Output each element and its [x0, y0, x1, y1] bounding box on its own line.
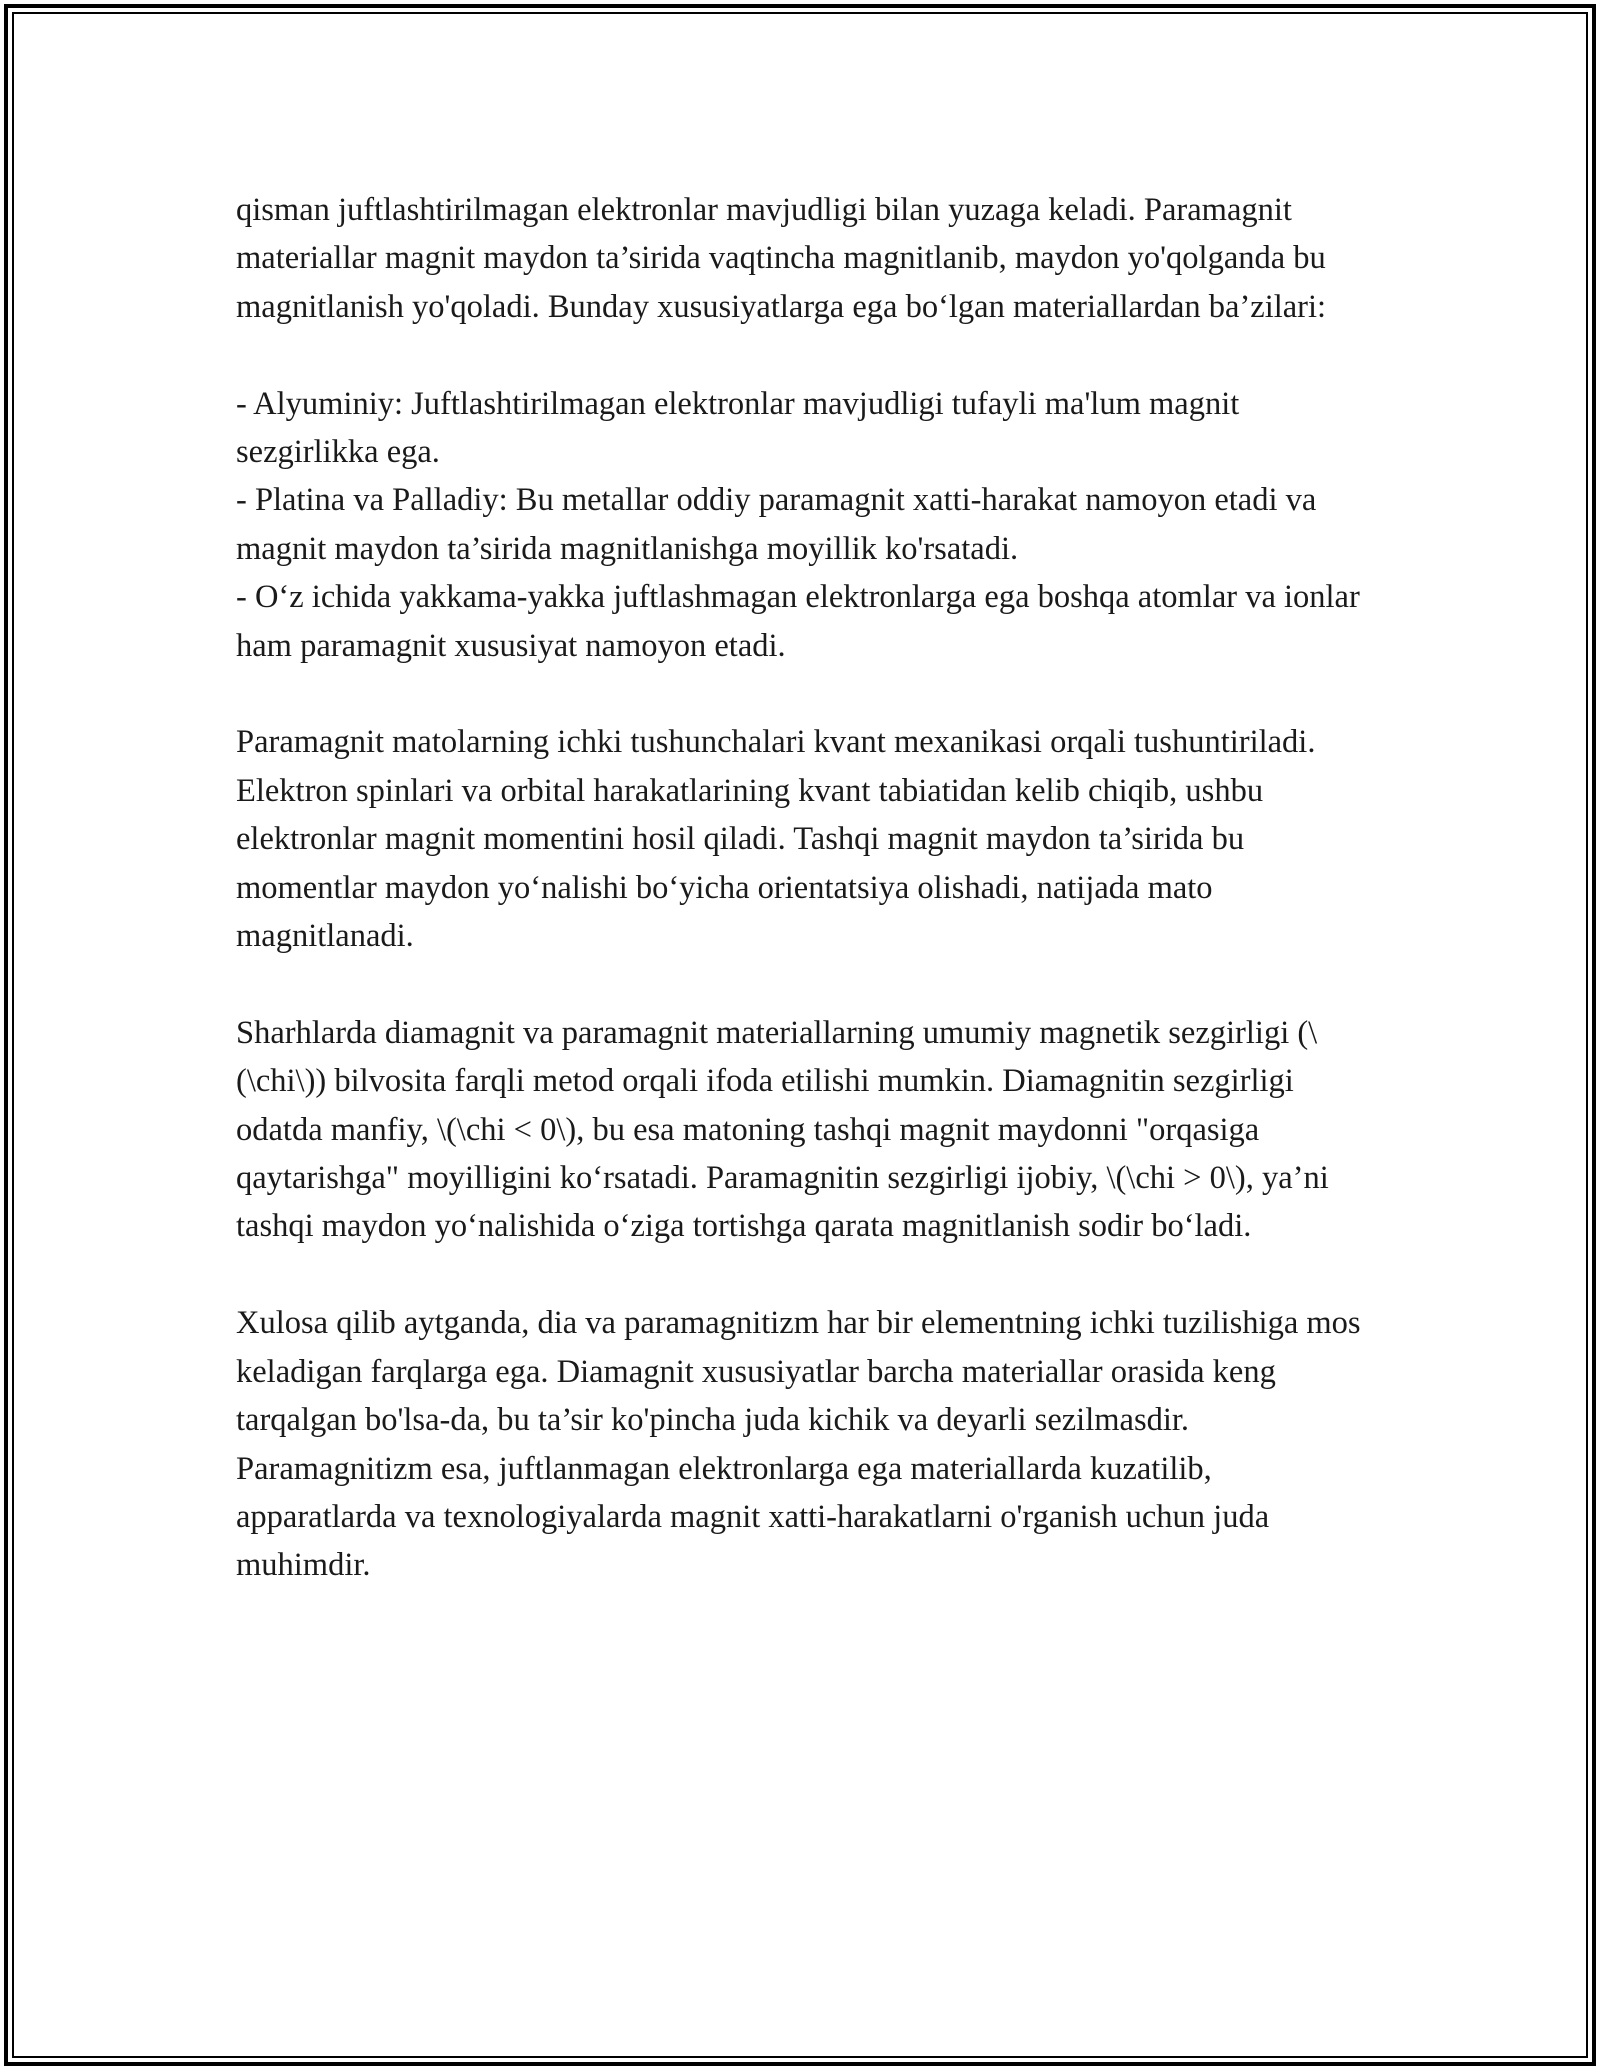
paragraph-conclusion: Xulosa qilib aytganda, dia va paramagnitizm har bir elementning ichki tuzilishiga mos keladigan farqlarga ega. Diamagnit xususiyatlar barcha materiallar orasida keng tarqalgan bo'lsa-da, bu ta’sir ko'pincha juda kichik va deyarli sezilmasdir. Paramagnitizm esa, juftlanmagan elektronlarga ega materiallarda kuzatilib, apparatlarda va texnologiyalarda magnit xatti-harakatlarni o'rganish uchun juda muhimdir.	[236, 1305, 1361, 1584]
list-item-platinum-palladium: - Platina va Palladiy: Bu metallar oddiy paramagnit xatti-harakat namoyon etadi va magnit maydon ta’sirida magnitlanishga moyillik ko'rsatadi.	[236, 482, 1317, 567]
paragraph-susceptibility: Sharhlarda diamagnit va paramagnit materiallarning umumiy magnetik sezgirligi (\(\chi\)) bilvosita farqli metod orqali ifoda etilishi mumkin. Diamagnitin sezgirligi odatda manfiy, \(\chi < 0\), bu esa matoning tashqi magnit maydonni "orqasiga qaytarishga" moyilligini ko‘rsatadi. Paramagnitin sezgirligi ijobiy, \(\chi > 0\), ya’ni tashqi maydon yo‘nalishida o‘ziga tortishga qarata magnitlanish sodir bo‘ladi.	[236, 1014, 1329, 1245]
materials-list	[236, 380, 1376, 670]
document-body	[236, 186, 1376, 1638]
list-item-other-atoms: - O‘z ichida yakkama-yakka juftlashmagan elektronlarga ega boshqa atomlar va ionlar ham paramagnit xususiyat namoyon etadi.	[236, 579, 1360, 664]
list-item-aluminium: - Alyuminiy: Juftlashtirilmagan elektronlar mavjudligi tufayli ma'lum magnit sezgirlikka ega.	[236, 385, 1240, 471]
paragraph-intro: qisman juftlashtirilmagan elektronlar mavjudligi bilan yuzaga keladi. Paramagnit materiallar magnit maydon ta’sirida vaqtincha magnitlanib, maydon yo'qolganda bu magnitlanish yo'qoladi. Bunday xususiyatlarga ega bo‘lgan materiallardan ba’zilari:	[236, 192, 1327, 325]
paragraph-quantum: Paramagnit matolarning ichki tushunchalari kvant mexanikasi orqali tushuntiriladi. Elektron spinlari va orbital harakatlarining kvant tabiatidan kelib chiqib, ushbu elektronlar magnit momentini hosil qiladi. Tashqi magnit maydon ta’sirida bu momentlar maydon yo‘nalishi bo‘yicha orientatsiya olishadi, natijada mato magnitlanadi.	[236, 724, 1316, 955]
